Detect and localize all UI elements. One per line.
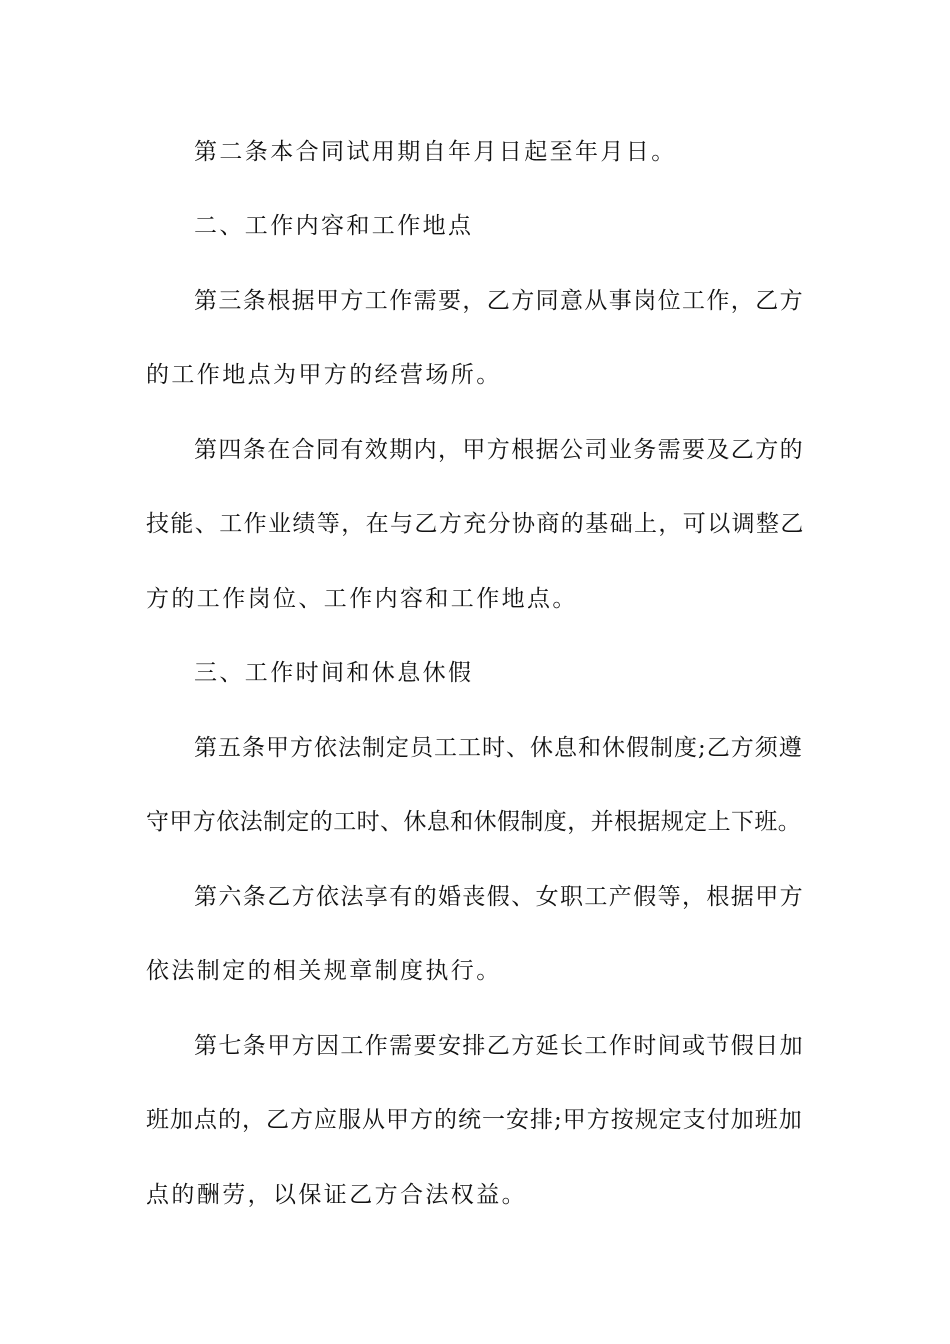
article-7-line-3: 点的酬劳，以保证乙方合法权益。 bbox=[146, 1182, 527, 1208]
article-7-line-2: 班加点的，乙方应服从甲方的统一安排;甲方按规定支付加班加 bbox=[146, 1107, 803, 1133]
article-5-line-2: 守甲方依法制定的工时、休息和休假制度，并根据规定上下班。 bbox=[146, 809, 802, 835]
article-6-line-1: 第六条乙方依法享有的婚丧假、女职工产假等，根据甲方 bbox=[194, 884, 804, 910]
article-6-line-2: 依法制定的相关规章制度执行。 bbox=[146, 958, 502, 984]
article-4-line-2: 技能、工作业绩等，在与乙方充分协商的基础上，可以调整乙 bbox=[146, 511, 805, 537]
article-2-line-1: 第二条本合同试用期自年月日起至年月日。 bbox=[194, 139, 677, 165]
article-5-line-1: 第五条甲方依法制定员工工时、休息和休假制度;乙方须遵 bbox=[194, 735, 803, 761]
article-3-line-2: 的工作地点为甲方的经营场所。 bbox=[146, 362, 502, 388]
article-7-line-1: 第七条甲方因工作需要安排乙方延长工作时间或节假日加 bbox=[194, 1033, 804, 1059]
section-3-heading: 三、工作时间和休息休假 bbox=[194, 660, 474, 686]
article-4-line-3: 方的工作岗位、工作内容和工作地点。 bbox=[146, 586, 578, 612]
section-2-heading: 二、工作内容和工作地点 bbox=[194, 213, 474, 239]
article-4-line-1: 第四条在合同有效期内，甲方根据公司业务需要及乙方的 bbox=[194, 437, 804, 463]
article-3-line-1: 第三条根据甲方工作需要，乙方同意从事岗位工作，乙方 bbox=[194, 288, 804, 314]
